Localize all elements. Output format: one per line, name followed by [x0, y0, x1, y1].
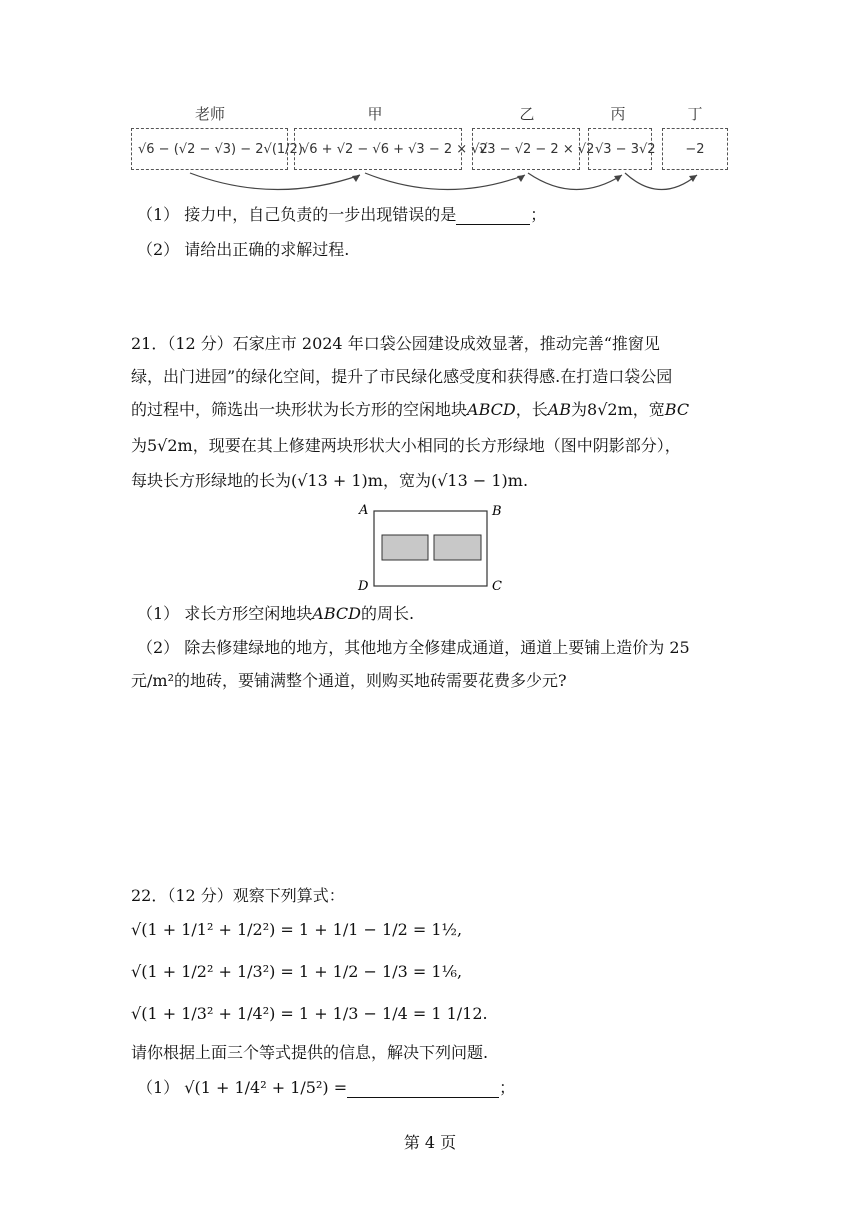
- q21-sub1-a: 求长方形空闲地块: [184, 604, 313, 623]
- relay-box-teacher: [131, 128, 303, 170]
- q22-instruction: 请你根据上面三个等式提供的信息，解决下列问题.: [131, 1043, 489, 1062]
- q21-sub2: [137, 638, 690, 658]
- relay-box-yi: [472, 128, 595, 170]
- q21-figure: [350, 500, 510, 592]
- relay-arrows: [0, 165, 860, 205]
- relay-box-ding: [662, 128, 728, 170]
- q21-sub2-cont: 元/m²的地砖，要铺满整个通道，则购买地砖需要花费多少元?: [131, 671, 567, 690]
- q21-line5: 每块长方形绿地的长为(√13 + 1)m，宽为(√13 − 1)m.: [131, 471, 529, 490]
- q21-line3-d: AB: [547, 400, 572, 419]
- q21-line3: [131, 400, 689, 420]
- vertex-d: D: [358, 579, 369, 592]
- relay-label-teacher: 老师: [194, 105, 225, 123]
- q22-sub1-end: ；: [499, 1078, 516, 1097]
- q20-sub2-text: 请给出正确的求解过程.: [184, 240, 350, 259]
- relay-box-ding-expr: −2: [685, 141, 705, 157]
- arrow-jia-to-yi: [365, 173, 525, 190]
- q21-sub1-c: 的周长.: [360, 604, 415, 623]
- q21-line3-e: 为8√2m，宽: [571, 400, 665, 419]
- relay-label-jia: 甲: [367, 105, 383, 123]
- arrow-yi-to-bing: [528, 173, 622, 190]
- relay-box-teacher-expr: √6 − (√2 − √3) − 2√(1/2): [138, 141, 303, 157]
- q20-sub1-end: ；: [530, 205, 547, 224]
- q21-line3-c: ，长: [515, 400, 548, 419]
- q22-eq2: √(1 + 1/2² + 1/3²) = 1 + 1/2 − 1/3 = 1⅙,: [131, 962, 463, 981]
- q21-line4: 为5√2m，现要在其上修建两块形状大小相同的长方形绿地（图中阴影部分），: [131, 436, 681, 455]
- answer-blank[interactable]: [456, 208, 530, 225]
- q21-sub1: [137, 604, 414, 624]
- arrow-teacher-to-jia: [190, 173, 360, 190]
- q21-sub2-line1: 除去修建绿地的地方，其他地方全修建成通道，通道上要铺上造价为 25: [184, 638, 690, 657]
- q21-line3-a: 的过程中，筛选出一块形状为长方形的空闲地块: [131, 400, 468, 419]
- arrow-bing-to-ding: [625, 173, 697, 190]
- q22-intro: 22．（12 分）观察下列算式：: [131, 886, 345, 905]
- q20-sub1: [137, 205, 546, 225]
- page-number: 第 4 页: [403, 1133, 457, 1152]
- q22-eq3: √(1 + 1/3² + 1/4²) = 1 + 1/3 − 1/4 = 1 1/12.: [131, 1004, 488, 1023]
- q20-sub1-num: （1）: [137, 205, 180, 224]
- q21-line3-b: ABCD: [467, 400, 516, 419]
- q21-line2: 绿，出门进园”的绿化空间，提升了市民绿化感受度和获得感.在打造口袋公园: [131, 367, 673, 386]
- relay-box-yi-expr: √3 − √2 − 2 × √2: [479, 141, 595, 157]
- vertex-a: A: [359, 503, 369, 518]
- q21-line3-f: BC: [664, 400, 690, 419]
- relay-label-ding: 丁: [687, 105, 703, 123]
- green-plot-right: [434, 535, 481, 560]
- q21-sub1-b: ABCD: [312, 604, 361, 623]
- relay-box-jia: [294, 128, 488, 170]
- q22-eq1: √(1 + 1/1² + 1/2²) = 1 + 1/1 − 1/2 = 1½,: [131, 920, 463, 939]
- vertex-b: B: [492, 504, 502, 519]
- relay-label-bing: 丙: [610, 105, 626, 123]
- vertex-c: C: [492, 579, 502, 592]
- q21-sub1-num: （1）: [137, 604, 180, 623]
- green-plot-left: [382, 535, 428, 560]
- q21-line1: 21．（12 分）石家庄市 2024 年口袋公园建设成效显著，推动完善“推窗见: [131, 334, 660, 353]
- relay-box-bing-expr: √3 − 3√2: [595, 141, 656, 157]
- q20-sub2: [137, 240, 349, 260]
- q20-sub1-text: 接力中，自己负责的一步出现错误的是: [184, 205, 457, 224]
- relay-box-jia-expr: √6 + √2 − √6 + √3 − 2 × √2: [301, 141, 488, 157]
- q21-sub2-num: （2）: [137, 638, 180, 657]
- q22-sub1-num: （1）: [137, 1078, 180, 1097]
- q20-sub2-num: （2）: [137, 240, 180, 259]
- q22-sub1: [137, 1078, 515, 1098]
- relay-label-yi: 乙: [519, 105, 535, 123]
- q22-sub1-expr: √(1 + 1/4² + 1/5²) =: [184, 1078, 348, 1097]
- relay-box-bing: [588, 128, 656, 170]
- answer-blank[interactable]: [347, 1081, 499, 1098]
